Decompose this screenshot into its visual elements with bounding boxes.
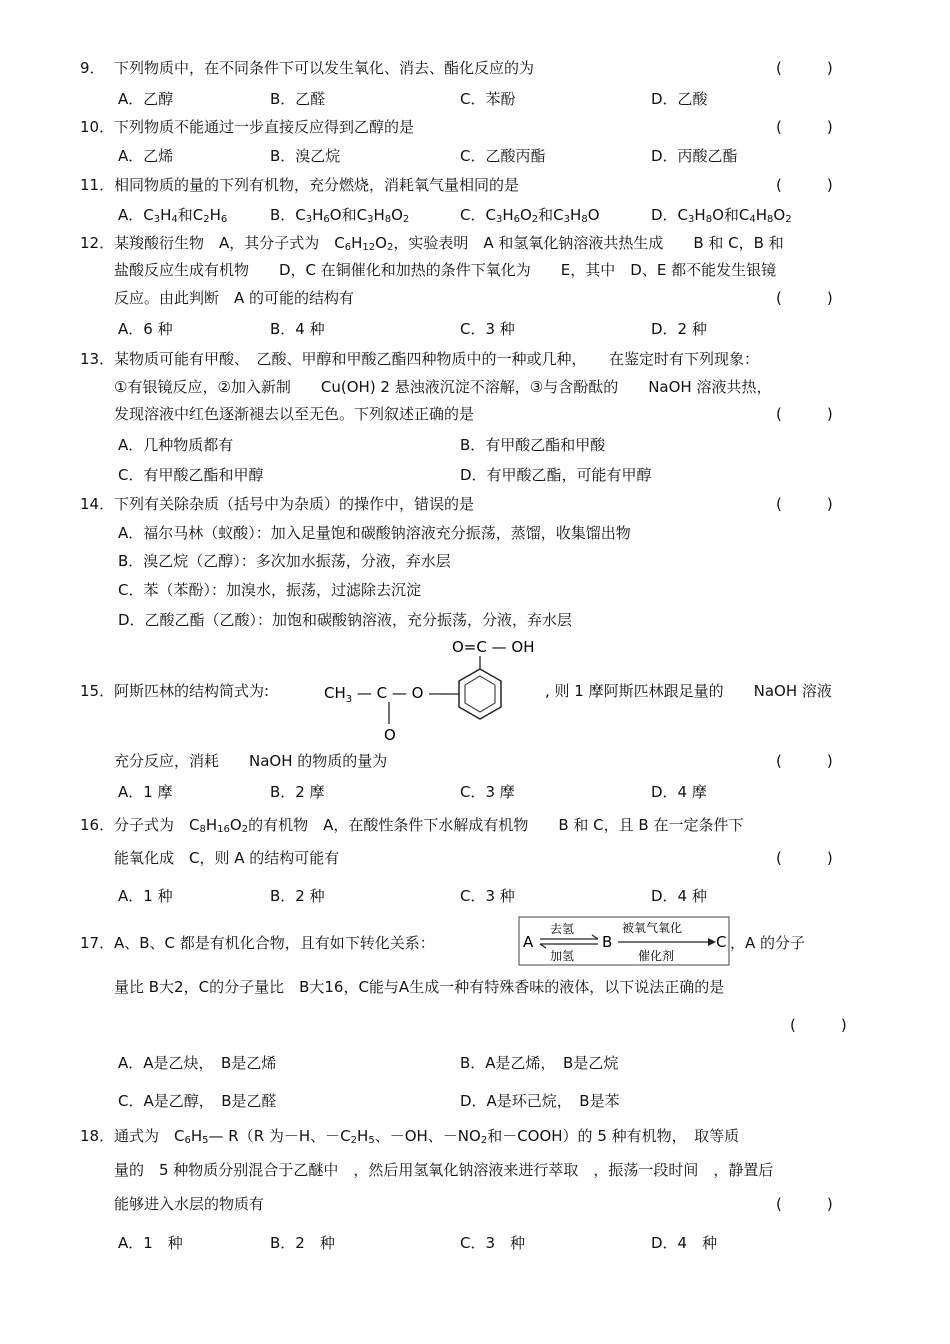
conversion-scheme [518,916,730,966]
q12-option-d: D．2 种 [651,320,707,338]
q15-option-a: A．1 摩 [118,783,173,801]
q10-number: 10． [80,118,115,136]
q13-option-d: D．有甲酸乙酯，可能有甲醇 [460,466,652,484]
q10-option-d: D．丙酸乙酯 [651,147,738,165]
q10-option-a: A．乙烯 [118,147,174,165]
q17-answer-blank: ( ) [790,1016,847,1034]
q10-option-b: B．溴乙烷 [270,147,341,165]
q14-stem: 下列有关除杂质（括号中为杂质）的操作中，错误的是 [114,495,475,513]
q11-option-a: A．$C_3H_4$和$C_2H_6$ [118,206,228,225]
q17-stem-a: A、B、C 都是有机化合物，且有如下转化关系： [114,934,435,952]
q12-stem-line3: 反应。由此判断 A 的可能的结构有 [114,289,355,307]
q16-option-b: B．2 种 [270,887,325,905]
q13-option-c: C．有甲酸乙酯和甲醇 [118,466,264,484]
q9-option-b: B．乙醛 [270,90,326,108]
q13-stem-line3: 发现溶液中红色逐渐褪去以至无色。下列叙述正确的是 [114,405,475,423]
scheme-a: A [523,933,534,951]
q15-stem-line2: 充分反应，消耗 NaOH 的物质的量为 [114,752,388,770]
q12-answer-blank: ( ) [776,289,833,307]
q12-option-a: A．6 种 [118,320,173,338]
q11-option-c: C．$C_3H_6O_2$和$C_3H_8O$ [460,206,600,225]
q10-option-c: C．乙酸丙酯 [460,147,546,165]
q14-option-d: D．乙酸乙酯（乙酸）：加饱和碳酸钠溶液，充分振荡，分液，弃水层 [118,611,573,629]
q11-number: 11． [80,176,115,194]
q11-answer-blank: ( ) [776,176,833,194]
scheme-b: B [602,933,613,951]
q16-number: 16． [80,816,115,834]
q14-option-c: C．苯（苯酚）：加溴水，振荡，过滤除去沉淀 [118,581,421,599]
q15-stem-a: 阿斯匹林的结构简式为: [114,682,270,700]
scheme-top2: 被氧气氧化 [622,921,683,935]
q13-option-a: A．几种物质都有 [118,436,234,454]
q12-stem-line1: 某羧酸衍生物 A，其分子式为 $C_6H_{12}O_2$，实验表明 A 和氢氧化钠溶液共热生成 B 和 C，B 和 [114,234,784,253]
q9-option-d: D．乙酸 [651,90,708,108]
q10-stem: 下列物质不能通过一步直接反应得到乙醇的是 [114,118,415,136]
q14-number: 14． [80,495,115,513]
q16-stem-line2: 能氧化成 C，则 A 的结构可能有 [114,849,340,867]
q17-stem-b: ，A 的分子 [730,934,806,952]
q9-number: 9． [80,59,105,77]
q13-stem-line2: ①有银镜反应，②加入新制 Cu(OH) 2 悬浊液沉淀不溶解，③与含酚酞的 NaOH 溶液共热， [114,378,772,396]
q14-option-a: A．福尔马林（蚁酸）：加入足量饱和碳酸钠溶液充分振荡，蒸馏，收集馏出物 [118,524,631,542]
q16-stem-line1: 分子式为 $C_8H_{16}O_2$的有机物 A，在酸性条件下水解成有机物 B 和 C，且 B 在一定条件下 [114,816,744,835]
q17-number: 17． [80,934,115,952]
q13-number: 13． [80,350,115,368]
q9-option-c: C．苯酚 [460,90,516,108]
q15-option-d: D．4 摩 [651,783,707,801]
aspirin-acetyl-label: $CH_3$ — C — O — [324,684,444,705]
q18-stem-line1: 通式为 $C_6H_5—$ R（R 为－H、$-C_2H_5$、－OH、$-NO_2$和－COOH）的 5 种有机物， 取等质 [114,1127,740,1146]
q12-option-b: B．4 种 [270,320,325,338]
q11-option-b: B．$C_3H_6O$和$C_3H_8O_2$ [270,206,410,225]
q12-number: 12． [80,234,115,252]
q18-option-a: A．1 种 [118,1234,183,1252]
q14-answer-blank: ( ) [776,495,833,513]
q15-number: 15． [80,682,115,700]
aspirin-structure [318,632,548,750]
q13-stem-line1: 某物质可能有甲酸、 乙酸、甲醇和甲酸乙酯四种物质中的一种或几种， 在鉴定时有下列现象： [114,350,760,368]
scheme-top1: 去氢 [550,922,575,936]
aspirin-carbonyl-oxygen: O [384,726,396,744]
q14-option-b: B．溴乙烷（乙醇）：多次加水振荡，分液，弃水层 [118,552,451,570]
q18-option-c: C．3 种 [460,1234,526,1252]
q13-answer-blank: ( ) [776,405,833,423]
q18-answer-blank: ( ) [776,1195,833,1213]
aspirin-carboxyl-label: O=C — OH [452,638,535,656]
q17-option-a: A．A是乙炔， B是乙烯 [118,1054,277,1072]
scheme-bottom2: 催化剂 [638,949,675,963]
q15-option-c: C．3 摩 [460,783,515,801]
q12-stem-line2: 盐酸反应生成有机物 D，C 在铜催化和加热的条件下氧化为 E，其中 D、E 都不能发生银镜 [114,261,777,279]
scheme-bottom1: 加氢 [550,949,575,963]
q15-option-b: B．2 摩 [270,783,325,801]
q18-stem-line2: 量的 5 种物质分别混合于乙醚中 ，然后用氢氧化钠溶液来进行萃取 ，振荡一段时间 ，静置后 [114,1161,774,1179]
q16-answer-blank: ( ) [776,849,833,867]
q17-option-d: D．A是环己烷， B是苯 [460,1092,620,1110]
q16-option-c: C．3 种 [460,887,515,905]
q18-option-d: D．4 种 [651,1234,718,1252]
q18-stem-line3: 能够进入水层的物质有 [114,1195,265,1213]
scheme-c: C [716,933,727,951]
q16-option-a: A．1 种 [118,887,173,905]
q17-option-b: B．A是乙烯， B是乙烷 [460,1054,619,1072]
q12-option-c: C．3 种 [460,320,515,338]
q9-option-a: A．乙醇 [118,90,174,108]
q16-option-d: D．4 种 [651,887,707,905]
q9-stem: 下列物质中，在不同条件下可以发生氧化、消去、酯化反应的为 [114,59,535,77]
q13-option-b: B．有甲酸乙酯和甲酸 [460,436,606,454]
q10-answer-blank: ( ) [776,118,833,136]
q11-stem: 相同物质的量的下列有机物，充分燃烧，消耗氧气量相同的是 [114,176,520,194]
q11-option-d: D．$C_3H_8O$和$C_4H_8O_2$ [651,206,792,225]
q17-option-c: C．A是乙醇， B是乙醛 [118,1092,277,1110]
q17-stem-line2: 量比 B大2，C的分子量比 B大16，C能与A生成一种有特殊香味的液体，以下说法正确的是 [114,978,725,996]
q18-number: 18． [80,1127,115,1145]
q9-answer-blank: ( ) [776,59,833,77]
q18-option-b: B．2 种 [270,1234,335,1252]
q15-stem-b: , 则 1 摩阿斯匹林跟足量的 NaOH 溶液 [545,682,832,700]
q15-answer-blank: ( ) [776,752,833,770]
